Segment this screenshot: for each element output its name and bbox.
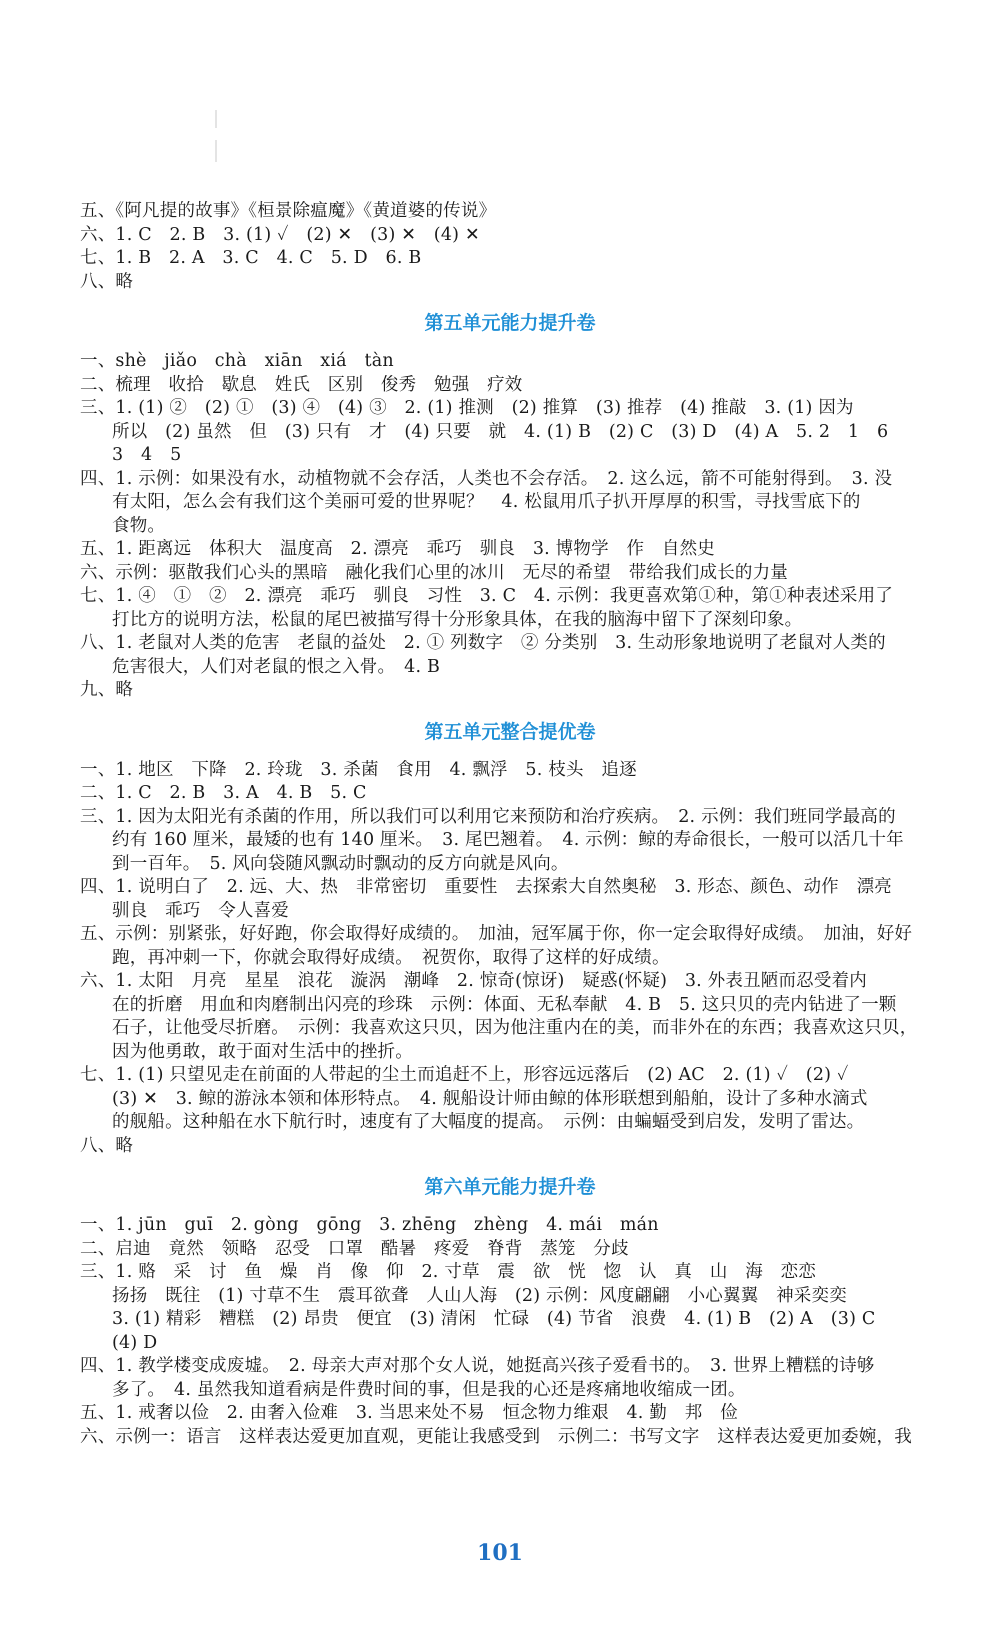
answer-line: 打比方的说明方法，松鼠的尾巴被描写得十分形象具体，在我的脑海中留下了深刻印象。 (112, 609, 803, 630)
section-title: 第六单元能力提升卷 (424, 1176, 596, 1198)
answer-line: 在的折磨 用血和肉磨制出闪亮的珍珠 示例：体面、无私奉献 4. B 5. 这只贝的壳内钻进了一颗 (112, 994, 897, 1015)
answer-line: 的舰船。这种船在水下航行时，速度有了大幅度的提高。 示例：由蝙蝠受到启发，发明了雷达。 (112, 1112, 865, 1132)
answer-line: 九、略 (80, 680, 134, 700)
answer-line: 一、shè jiǎo chà xiān xiá tàn (80, 351, 394, 371)
answer-line: 约有 160 厘米，最矮的也有 140 厘米。 3. 尾巴翘着。 4. 示例：鲸的寿命很长，一般可以活几十年 (112, 830, 904, 850)
answer-line: 六、示例：驱散我们心头的黑暗 融化我们心里的冰川 无尽的希望 带给我们成长的力量 (80, 562, 788, 583)
answer-line: 一、1. jūn guī 2. gòng gōng 3. zhēng zhèng 4. mái mán (80, 1215, 659, 1235)
answer-line: 危害很大，人们对老鼠的恨之入骨。 4. B (112, 656, 441, 677)
answer-line: 八、略 (80, 271, 134, 292)
answer-line: 三、1. 因为太阳光有杀菌的作用，所以我们可以利用它来预防和治疗疾病。 2. 示例：我们班同学最高的 (80, 806, 896, 827)
answer-line: 三、1. (1) ② (2) ① (3) ④ (4) ③ 2. (1) 推测 (2) 推算 (3) 推荐 (4) 推敲 3. (1) 因为 (80, 398, 854, 418)
answer-line: 五、示例：别紧张，好好跑，你会取得好成绩的。 加油，冠军属于你，你一定会取得好成绩。 加油，好好 (80, 924, 913, 944)
answer-line: 二、1. C 2. B 3. A 4. B 5. C (80, 783, 367, 803)
answer-line: 石子，让他受尽折磨。 示例：我喜欢这只贝，因为他注重内在的美，而非外在的东西；我喜欢这只贝， (112, 1018, 918, 1038)
answer-line: 四、1. 教学楼变成废墟。 2. 母亲大声对那个女人说，她挺高兴孩子爱看书的。 3. 世界上糟糕的诗够 (80, 1356, 875, 1376)
answer-content (80, 200, 940, 1449)
answer-line: 五、1. 戒奢以俭 2. 由奢入俭难 3. 当思来处不易 恒念物力维艰 4. 勤 邦 俭 (80, 1403, 738, 1423)
answer-section (80, 1174, 940, 1449)
answer-line: 食物。 (112, 515, 166, 536)
answer-line: 五、1. 距离远 体积大 温度高 2. 漂亮 乖巧 驯良 3. 博物学 作 自然史 (80, 539, 715, 559)
answer-line: 四、1. 说明白了 2. 远、大、热 非常密切 重要性 去探索大自然奥秘 3. 形态、颜色、动作 漂亮 (80, 877, 892, 897)
answer-line: 七、1. B 2. A 3. C 4. C 5. D 6. B (80, 248, 422, 268)
answer-line: 六、1. C 2. B 3. (1) ✓ (2) ✕ (3) ✕ (4) ✕ (80, 224, 480, 245)
answer-line: 八、1. 老鼠对人类的危害 老鼠的益处 2. ① 列数字 ② 分类别 3. 生动形象地说明了老鼠对人类的 (80, 633, 886, 653)
answer-line: 一、1. 地区 下降 2. 玲珑 3. 杀菌 食用 4. 飘浮 5. 枝头 追逐 (80, 759, 637, 780)
answer-line: 到一百年。 5. 风向袋随风飘动时飘动的反方向就是风向。 (112, 853, 569, 874)
section-title: 第五单元整合提优卷 (424, 720, 596, 743)
answer-line: 五、《阿凡提的故事》《桓景除瘟魔》《黄道婆的传说》 (80, 201, 497, 221)
faint-scan-mark (215, 140, 217, 162)
answer-line: 三、1. 赂 采 讨 鱼 燥 肖 像 仰 2. 寸草 震 欲 恍 惚 认 真 山 海 恋恋 (80, 1262, 817, 1282)
answer-line: 多了。 4. 虽然我知道看病是件费时间的事，但是我的心还是疼痛地收缩成一团。 (112, 1379, 746, 1400)
answer-line: 跑，再冲刺一下，你就会取得好成绩。 祝贺你，取得了这样的好成绩。 (112, 947, 670, 968)
section-title: 第五单元能力提升卷 (424, 312, 596, 334)
answer-line: 七、1. ④ ① ② 2. 漂亮 乖巧 驯良 习性 3. C 4. 示例：我更喜欢第①种，第①种表述采用了 (80, 586, 894, 606)
answer-line: (4) D (112, 1332, 158, 1353)
answer-section (80, 719, 940, 1159)
answer-line: 3. (1) 精彩 糟糕 (2) 昂贵 便宜 (3) 清闲 忙碌 (4) 节省 浪费 4. (1) B (2) A (3) C (112, 1309, 876, 1329)
answer-line: 扬扬 既往 (1) 寸草不生 震耳欲聋 人山人海 (2) 示例：风度翩翩 小心翼翼 神采奕奕 (112, 1285, 847, 1306)
answer-sections (80, 310, 940, 1449)
answer-line: 3 4 5 (112, 445, 182, 465)
answer-line: 六、1. 太阳 月亮 星星 浪花 漩涡 潮峰 2. 惊奇(惊讶) 疑惑(怀疑) 3. 外表丑陋而忍受着内 (80, 971, 867, 991)
answer-line: 二、启迪 竟然 领略 忍受 口罩 酷暑 疼爱 脊背 蒸笼 分歧 (80, 1238, 629, 1259)
answer-line: 八、略 (80, 1135, 134, 1156)
faint-scan-mark (215, 110, 217, 128)
answer-line: 所以 (2) 虽然 但 (3) 只有 才 (4) 只要 就 4. (1) B (2) C (3) D (4) A 5. 2 1 6 (112, 421, 889, 442)
answer-line: 二、梳理 收拾 歇息 姓氏 区别 俊秀 勉强 疗效 (80, 374, 523, 395)
page-number: 101 (477, 1540, 523, 1566)
top-answer-block (80, 200, 940, 294)
answer-line: 七、1. (1) 只望见走在前面的人带起的尘土而追赶不上，形容远远落后 (2) AC 2. (1) ✓ (2) ✓ (80, 1065, 849, 1085)
answer-section (80, 310, 940, 703)
answer-line: 四、1. 示例：如果没有水，动植物就不会存活，人类也不会存活。 2. 这么远，箭不可能射得到。 3. 没 (80, 468, 893, 489)
answer-line: 驯良 乖巧 令人喜爱 (112, 900, 289, 921)
answer-line: 因为他勇敢，敢于面对生活中的挫折。 (112, 1041, 413, 1062)
answer-line: 六、示例一：语言 这样表达爱更加直观，更能让我感受到 示例二：书写文字 这样表达爱更加委婉，我 (80, 1426, 912, 1447)
answer-line: 有太阳，怎么会有我们这个美丽可爱的世界呢？ 4. 松鼠用爪子扒开厚厚的积雪，寻找雪底下的 (112, 492, 861, 512)
answer-line: (3) ✕ 3. 鲸的游泳本领和体形特点。 4. 舰船设计师由鲸的体形联想到船舶，设计了多种水滴式 (112, 1088, 868, 1109)
